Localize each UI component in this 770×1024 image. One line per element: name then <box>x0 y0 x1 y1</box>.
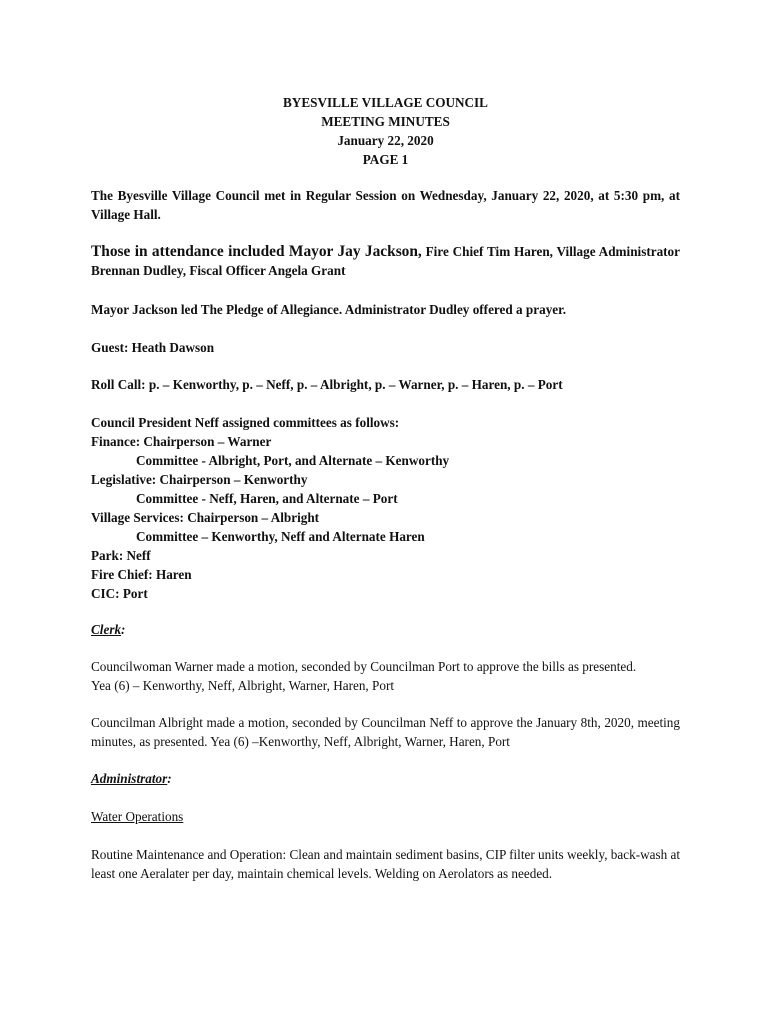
intro-paragraph: The Byesville Village Council met in Regular Session on Wednesday, January 22, 2020, at 5:30 pm, at Village Hall. <box>91 188 680 222</box>
routine-maintenance-paragraph: Routine Maintenance and Operation: Clean and maintain sediment basins, CIP filter units weekly, back-wash at least one Aeralater per day, maintain chemical levels. Welding on Aerolators as needed. <box>91 847 681 881</box>
guest-line: Guest: Heath Dawson <box>91 340 215 355</box>
clerk-motion-2: Councilman Albright made a motion, seconded by Councilman Neff to approve the January 8th, 2020, meeting minutes, as presented. Yea (6) –Kenworthy, Neff, Albright, Warner, Haren, Port <box>91 715 680 749</box>
header-page-number: PAGE 1 <box>362 152 409 167</box>
clerk-motion-1 <box>91 657 680 695</box>
committee-assignments <box>91 413 680 603</box>
administrator-heading-colon: : <box>167 771 172 786</box>
finance-committee: Committee - Albright, Port, and Alternate – Kenworthy <box>136 453 450 468</box>
roll-call-line: Roll Call: p. – Kenworthy, p. – Neff, p. – Albright, p. – Warner, p. – Haren, p. – Port <box>91 377 563 392</box>
clerk-heading <box>91 620 680 639</box>
park-assignment: Park: Neff <box>91 548 151 563</box>
header-doc-type: MEETING MINUTES <box>321 114 450 129</box>
attendance-paragraph <box>91 242 680 280</box>
water-operations-heading <box>91 807 680 826</box>
administrator-heading <box>91 769 680 788</box>
cic-assignment: CIC: Port <box>91 586 148 601</box>
services-chair: Village Services: Chairperson – Albright <box>91 510 320 525</box>
finance-chair: Finance: Chairperson – Warner <box>91 434 272 449</box>
document-header <box>91 93 680 169</box>
clerk-motion-1-vote: Yea (6) – Kenworthy, Neff, Albright, Warner, Haren, Port <box>91 678 394 693</box>
legislative-committee: Committee - Neff, Haren, and Alternate – Port <box>136 491 398 506</box>
clerk-motion-1-text: Councilwoman Warner made a motion, seconded by Councilman Port to approve the bills as presented. <box>91 659 637 674</box>
committees-heading: Council President Neff assigned committees as follows: <box>91 415 400 430</box>
header-council-name: BYESVILLE VILLAGE COUNCIL <box>283 95 488 110</box>
water-operations-text: Water Operations <box>91 809 184 824</box>
legislative-chair: Legislative: Chairperson – Kenworthy <box>91 472 308 487</box>
clerk-heading-colon: : <box>121 622 126 637</box>
administrator-heading-text: Administrator <box>91 771 168 786</box>
clerk-heading-text: Clerk <box>91 622 122 637</box>
attendance-lead: Those in attendance included Mayor Jay Jackson, <box>91 243 422 260</box>
attendance-rest: Fire Chief Tim Haren, Village Administrator Brennan Dudley, Fiscal Officer Angela Grant <box>91 244 680 278</box>
services-committee: Committee – Kenworthy, Neff and Alternate Haren <box>136 529 425 544</box>
pledge-paragraph: Mayor Jackson led The Pledge of Allegiance. Administrator Dudley offered a prayer. <box>91 302 567 317</box>
fire-chief-assignment: Fire Chief: Haren <box>91 567 192 582</box>
header-date: January 22, 2020 <box>337 133 434 148</box>
